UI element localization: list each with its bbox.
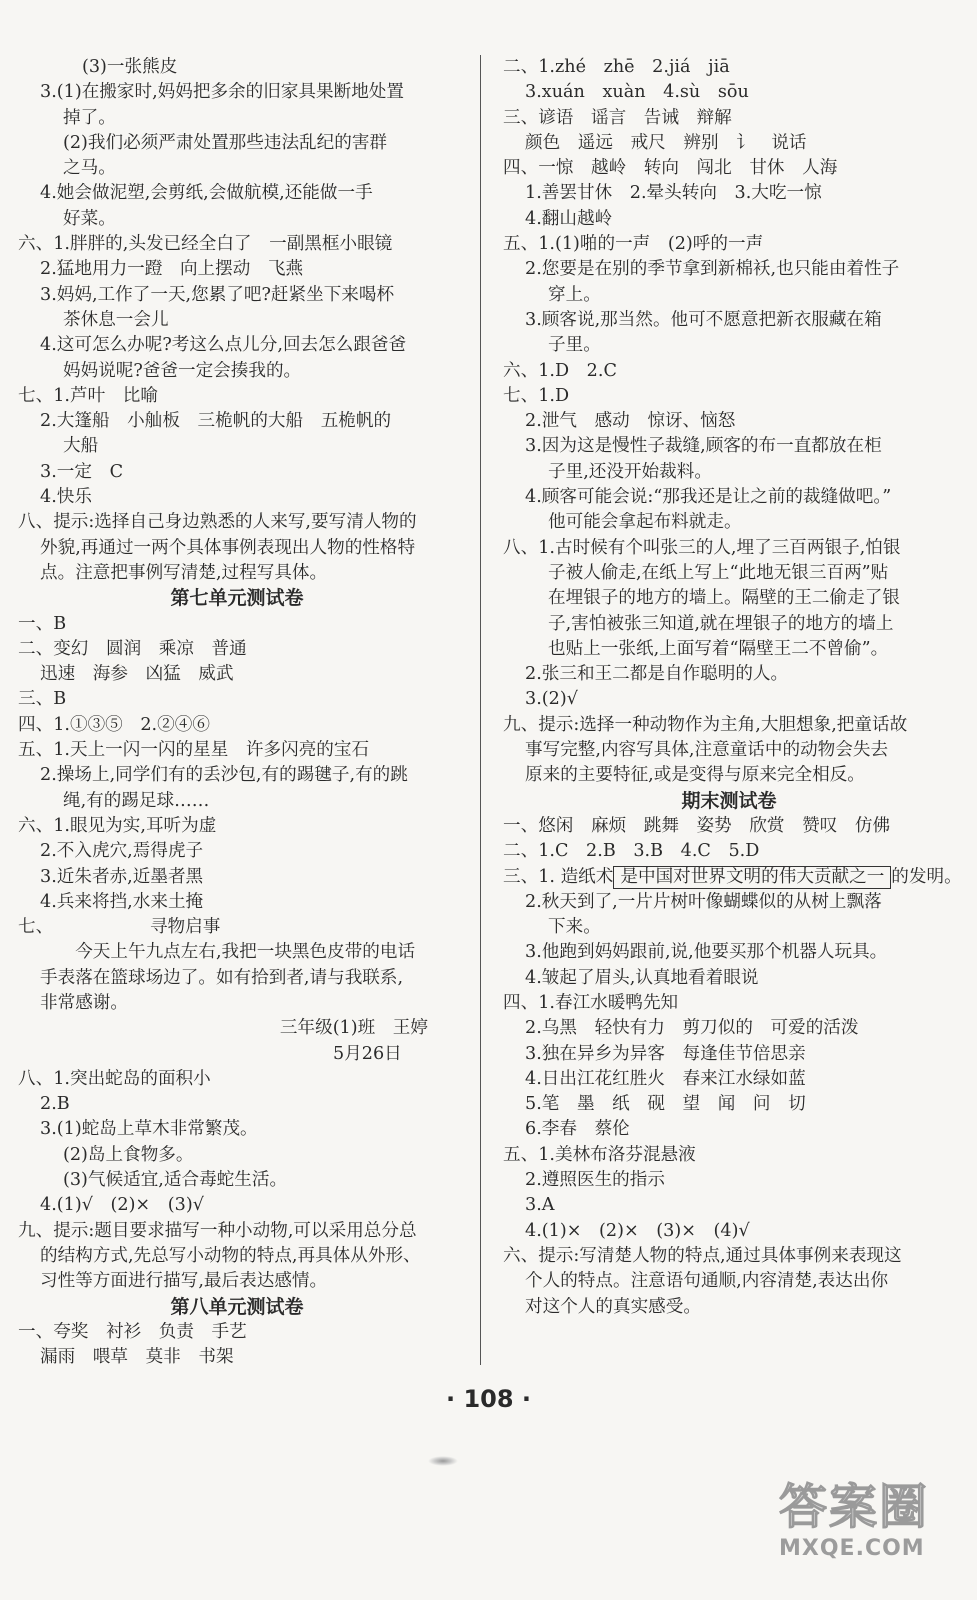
answer-line: 4.兵来将挡,水来土掩 [40,891,204,912]
answer-line: 3.(1)在搬家时,妈妈把多余的旧家具果断地处置 [40,82,404,103]
answer-line: 七、1.D [503,385,570,406]
answer-line: 子,害怕被张三知道,就在埋银子的地方的墙上 [548,613,894,634]
right-column [503,55,962,1320]
answer-line: 九、提示:题目要求描写一种小动物,可以采用总分总 [18,1220,417,1241]
answer-line: 2.泄气 感动 惊讶、恼怒 [525,411,736,432]
answer-line: 七、1.芦叶 比喻 [18,385,158,406]
answer-line: 四、一惊 越岭 转向 闯北 甘休 人海 [503,158,838,179]
answer-line: 今天上午九点左右,我把一块黑色皮带的电话 [40,942,416,963]
answer-line: 3.独在异乡为异客 每逢佳节倍思亲 [525,1043,806,1064]
answer-line: 七、 寻物启事 [18,917,221,938]
answer-line: 在埋银子的地方的墙上。隔壁的王二偷走了银 [548,588,900,609]
answer-line: 子里,还没开始裁料。 [548,461,712,482]
answer-line: 4.快乐 [40,487,92,508]
answer-line: 掉了。 [63,107,116,128]
answer-line: 绳,有的踢足球…… [63,790,210,811]
answer-line: 3.妈妈,工作了一天,您累了吧?赶紧坐下来喝杯 [40,284,395,305]
answer-line: 八、1.突出蛇岛的面积小 [18,1068,211,1089]
answer-line: 4.这可怎么办呢?考这么点儿分,回去怎么跟爸爸 [40,335,407,356]
answer-line: 三、B [18,689,67,710]
answer-line: 2.遵照医生的指示 [525,1170,665,1191]
answer-line: 点。注意把事例写清楚,过程写具体。 [40,562,328,583]
answer-line: 妈妈说呢?爸爸一定会揍我的。 [63,360,302,381]
answer-line: 3.因为这是慢性子裁缝,顾客的布一直都放在柜 [525,436,882,457]
watermark-logo [779,1478,949,1588]
answer-line: 3.(1)蛇岛上草木非常繁茂。 [40,1119,258,1140]
answer-line: 八、提示:选择自己身边熟悉的人来写,要写清人物的 [18,512,417,533]
answer-line: 2.猛地用力一蹬 向上摆动 飞燕 [40,259,304,280]
boxed-part-b: 是中国对世界文明的伟大贡献之一 [613,866,891,889]
answer-line: 六、1.胖胖的,头发已经全白了 一副黑框小眼镜 [18,234,393,255]
answer-line: 2.秋天到了,一片片树叶像蝴蝶似的从树上飘落 [525,891,882,912]
answer-line: 5.笔 墨 纸 砚 望 闻 问 切 [525,1094,806,1115]
answer-line: 对这个人的真实感受。 [525,1296,701,1317]
answer-line: 九、提示:选择一种动物作为主角,大胆想象,把童话故 [503,714,908,735]
boxed-sentence [503,865,962,890]
answer-line: 2.您要是在别的季节拿到新棉袄,也只能由着性子 [525,259,900,280]
answer-line: 外貌,再通过一两个具体事例表现出人物的性格特 [40,537,416,558]
answer-line: 4.她会做泥塑,会剪纸,会做航模,还能做一手 [40,183,373,204]
section-title: 期末测试卷 [681,789,777,812]
answer-line: 八、1.古时候有个叫张三的人,埋了三百两银子,怕银 [503,537,901,558]
left-column [18,55,456,1370]
answer-line: 4.顾客可能会说:“那我还是让之前的裁缝做吧。” [525,487,892,508]
answer-line: 六、1.眼见为实,耳听为虚 [18,815,217,836]
answer-line: 子被人偷走,在纸上写上“此地无银三百两”贴 [548,562,889,583]
answer-line: 4.皱起了眉头,认真地看着眼说 [525,967,759,988]
answer-line: 六、提示:写清楚人物的特点,通过具体事例来表现这 [503,1245,902,1266]
boxed-part-c: 的发明。 [891,866,962,887]
answer-line: 四、1.①③⑤ 2.②④⑥ [18,714,210,735]
answer-line: 习性等方面进行描写,最后表达感情。 [40,1271,328,1292]
answer-line: 2.不入虎穴,焉得虎子 [40,841,204,862]
answer-line: 4.翻山越岭 [525,208,613,229]
answer-line: 4.(1)√ (2)× (3)√ [40,1195,204,1216]
answer-line: 4.(1)× (2)× (3)× (4)√ [525,1220,750,1241]
answer-line: (3)一张熊皮 [82,57,178,77]
answer-line: 迅速 海参 凶猛 威武 [40,664,234,685]
answer-line: 3.(2)√ [525,689,578,710]
watermark-top: 答案圈 [779,1479,930,1535]
answer-line: 的结构方式,先总写小动物的特点,再具体从外形、 [40,1245,421,1266]
page-number: · 108 · [445,1385,532,1413]
answer-line: 3.xuán xuàn 4.sù sōu [525,82,749,103]
answer-line: 颜色 遥远 戒尺 辨别 讠 说话 [525,132,807,153]
answer-line: 他可能会拿起布料就走。 [548,512,742,533]
column-divider [480,55,481,1365]
boxed-prefix: 三、1. [503,866,555,887]
section-title: 第七单元测试卷 [170,587,304,610]
answer-line: 三、谚语 谣言 告诫 辩解 [503,107,732,128]
answer-line: 三年级(1)班 王婷 [279,1018,428,1039]
answer-line: 漏雨 喂草 莫非 书架 [40,1347,234,1368]
answer-line: 一、悠闲 麻烦 跳舞 姿势 欣赏 赞叹 仿佛 [503,815,891,836]
answer-line: 下来。 [548,917,601,938]
answer-line: 子里。 [548,335,601,356]
answer-line: 五、1.(1)啪的一声 (2)呼的一声 [503,234,764,255]
answer-line: 大船 [63,436,99,457]
answer-line: 3.顾客说,那当然。他可不愿意把新衣服藏在箱 [525,309,882,330]
answer-line: 2.大篷船 小舢板 三桅帆的大船 五桅帆的 [40,411,392,432]
answer-line: 一、B [18,613,67,634]
answer-line: 五、1.美林布洛芬混悬液 [503,1144,696,1165]
answer-line: 二、1.C 2.B 3.B 4.C 5.D [503,841,760,862]
answer-line: 3.近朱者赤,近墨者黑 [40,866,204,887]
answer-line: 原来的主要特征,或是变得与原来完全相反。 [525,765,865,786]
answer-line: 个人的特点。注意语句通顺,内容清楚,表达出你 [525,1271,889,1292]
answer-line: 事写完整,内容写具体,注意童话中的动物会失去 [525,740,889,761]
answer-line: (3)气候适宜,适合毒蛇生活。 [63,1170,288,1191]
answer-line: (2)岛上食物多。 [63,1144,194,1165]
answer-line: 3.他跑到妈妈跟前,说,他要买那个机器人玩具。 [525,942,888,963]
print-smudge [428,1456,458,1466]
answer-line: (2)我们必须严肃处置那些违法乱纪的害群 [63,132,388,153]
answer-line: 二、变幻 圆润 乘凉 普通 [18,638,247,659]
answer-line: 1.善罢甘休 2.晕头转向 3.大吃一惊 [525,183,822,204]
answer-line: 之马。 [63,158,116,179]
answer-line: 也贴上一张纸,上面写着“隔壁王二不曾偷”。 [548,638,889,659]
answer-line: 6.李春 蔡伦 [525,1119,630,1140]
answer-line: 2.B [40,1094,70,1115]
boxed-part-a: 造纸术 [560,866,614,887]
answer-line: 2.乌黑 轻快有力 剪刀似的 可爱的活泼 [525,1018,859,1039]
answer-line: 2.张三和王二都是自作聪明的人。 [525,664,789,685]
answer-line: 四、1.春江水暖鸭先知 [503,992,679,1013]
answer-line: 手表落在篮球场边了。如有拾到者,请与我联系, [40,967,404,988]
answer-line: 2.操场上,同学们有的丢沙包,有的踢毽子,有的跳 [40,765,408,786]
answer-line: 五、1.天上一闪一闪的星星 许多闪亮的宝石 [18,740,370,761]
answer-line: 好菜。 [63,208,116,229]
answer-line: 5月26日 [333,1043,402,1064]
answer-line: 茶休息一会儿 [63,309,169,330]
answer-line: 二、1.zhé zhē 2.jiá jiā [503,57,730,77]
answer-line: 一、夸奖 衬衫 负责 手艺 [18,1321,247,1342]
section-title: 第八单元测试卷 [170,1295,304,1318]
answer-line: 3.一定 C [40,461,124,482]
answer-line: 4.日出江花红胜火 春来江水绿如蓝 [525,1068,806,1089]
watermark-bottom: MXQE.COM [779,1536,925,1561]
answer-line: 非常感谢。 [40,992,128,1013]
answer-line: 3.A [525,1195,555,1216]
answer-line: 六、1.D 2.C [503,360,617,381]
answer-line: 穿上。 [548,284,601,305]
